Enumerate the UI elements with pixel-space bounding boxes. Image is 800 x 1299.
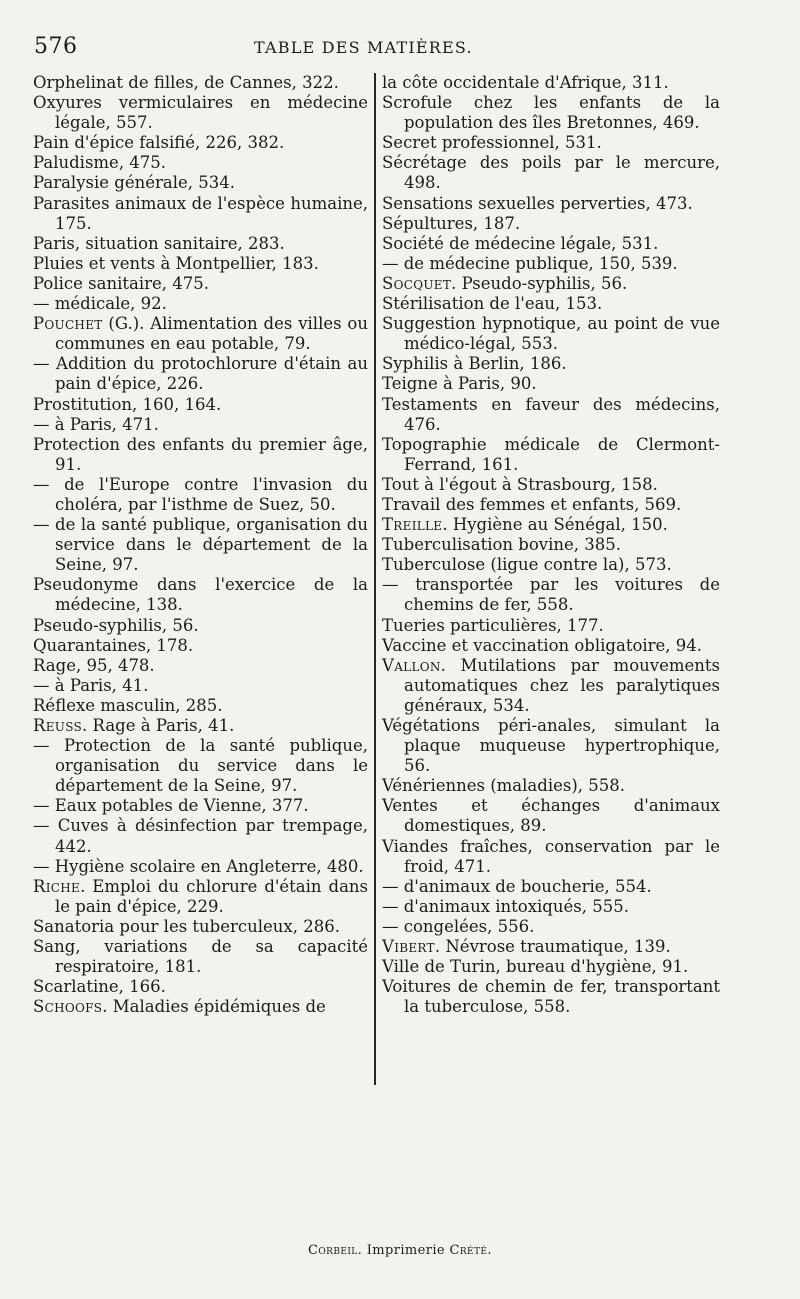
index-entry-text: Pseudo-syphilis, 56.	[33, 615, 199, 635]
index-entry-text: . Emploi du chlorure d'étain dans le pain d'épice, 229.	[55, 876, 368, 916]
index-entry	[33, 153, 368, 173]
index-entry-text: — Addition du protochlorure d'étain au pain d'épice, 226.	[33, 354, 368, 394]
index-entry	[33, 435, 368, 475]
index-entry-text: Sépultures, 187.	[382, 213, 521, 233]
imprint-place: Corbeil	[308, 1243, 358, 1258]
index-entry	[33, 857, 368, 877]
index-entry	[33, 696, 368, 716]
index-entry-text: Ventes et échanges d'animaux domestiques, 89.	[382, 796, 720, 836]
index-entry	[382, 515, 720, 535]
index-entry-text: Réflexe masculin, 285.	[33, 695, 223, 715]
index-entry	[33, 314, 368, 354]
index-entry	[33, 636, 368, 656]
index-entry-text: — d'animaux de boucherie, 554.	[382, 876, 652, 896]
index-entry-text: Société de médecine légale, 531.	[382, 233, 659, 253]
index-entry	[382, 475, 720, 495]
index-entry-author: Riche	[33, 876, 81, 896]
index-entry-text: — de l'Europe contre l'invasion du choléra, par l'isthme de Suez, 50.	[33, 474, 368, 514]
index-entry	[33, 816, 368, 856]
page-number: 576	[34, 34, 78, 59]
index-entry-text: — d'animaux intoxiqués, 555.	[382, 896, 629, 916]
index-entry-text: la côte occidentale d'Afrique, 311.	[382, 73, 669, 92]
index-entry	[382, 957, 720, 977]
index-entry	[382, 314, 720, 354]
index-entry	[382, 535, 720, 555]
column-divider	[374, 73, 376, 1085]
index-entry	[33, 997, 368, 1017]
index-entry-author: Pouchet	[33, 314, 103, 334]
index-entry	[33, 877, 368, 917]
index-entry	[33, 395, 368, 415]
index-entry-text: Topographie médicale de Clermont-Ferrand, 161.	[382, 434, 720, 474]
index-entry-text: Voitures de chemin de fer, transportant la tuberculose, 558.	[382, 977, 720, 1017]
index-entry	[382, 616, 720, 636]
index-entry-text: Pluies et vents à Montpellier, 183.	[33, 253, 319, 273]
index-entry-text: — congelées, 556.	[382, 916, 535, 936]
index-entry-text: Oxyures vermiculaires en médecine légale, 557.	[33, 93, 368, 133]
index-entry-text: Secret professionnel, 531.	[382, 133, 602, 153]
index-entry-text: — de médecine publique, 150, 539.	[382, 253, 678, 273]
index-entry-text: Stérilisation de l'eau, 153.	[382, 294, 603, 314]
index-entry	[382, 937, 720, 957]
index-entry-text: Sanatoria pour les tuberculeux, 286.	[33, 916, 340, 936]
index-entry-text: Vénériennes (maladies), 558.	[382, 776, 625, 796]
imprint-end: .	[487, 1243, 492, 1258]
index-entry	[33, 917, 368, 937]
index-entry-text: . Pseudo-syphilis, 56.	[451, 273, 628, 293]
index-entry	[382, 636, 720, 656]
index-entry-text: Sensations sexuelles perverties, 473.	[382, 193, 693, 213]
index-entry-text: Sécrétage des poils par le mercure, 498.	[382, 153, 720, 193]
index-entry	[33, 133, 368, 153]
index-entry-text: — transportée par les voitures de chemins de fer, 558.	[382, 575, 720, 615]
index-entry	[33, 415, 368, 435]
index-entry	[33, 977, 368, 997]
index-entry-text: Teigne à Paris, 90.	[382, 374, 537, 394]
index-entry	[33, 73, 368, 93]
index-entry	[33, 937, 368, 977]
index-entry	[382, 495, 720, 515]
index-entry-text: Scrofule chez les enfants de la population des îles Bretonnes, 469.	[382, 93, 720, 133]
page-header	[34, 34, 724, 64]
index-entry	[382, 395, 720, 435]
index-entry-text: Végétations péri-anales, simulant la plaque muqueuse hypertrophique, 56.	[382, 716, 720, 776]
index-entry-text: Tout à l'égout à Strasbourg, 158.	[382, 474, 658, 494]
index-entry	[33, 294, 368, 314]
index-entry-text: — à Paris, 471.	[33, 414, 159, 434]
index-entry-text: Parasites animaux de l'espèce humaine, 175.	[33, 193, 368, 233]
index-entry	[33, 515, 368, 575]
index-entry	[33, 475, 368, 515]
index-entry-text: . Hygiène au Sénégal, 150.	[442, 515, 668, 535]
index-entry-text: Viandes fraîches, conservation par le froid, 471.	[382, 836, 720, 876]
index-entry-text: Tueries particulières, 177.	[382, 615, 604, 635]
imprint-separator: . Imprimerie	[357, 1243, 450, 1258]
index-entry	[382, 796, 720, 836]
index-entry	[33, 796, 368, 816]
index-entry-text: Vaccine et vaccination obligatoire, 94.	[382, 635, 703, 655]
index-entry-text: . Rage à Paris, 41.	[82, 716, 235, 735]
index-entry	[382, 194, 720, 214]
index-entry	[382, 776, 720, 796]
index-entry-author: Socquet	[382, 273, 452, 293]
index-entry	[33, 93, 368, 133]
index-entry-text: . Névrose traumatique, 139.	[434, 937, 671, 957]
index-entry	[382, 294, 720, 314]
index-entry	[382, 897, 720, 917]
index-entry-text: . Maladies épidémiques de	[102, 997, 326, 1017]
index-entry-text: Protection des enfants du premier âge, 91.	[33, 434, 368, 474]
index-entry-text: Tuberculisation bovine, 385.	[382, 535, 622, 555]
index-entry-text: (G.). Alimentation des villes ou communes en eau potable, 79.	[55, 314, 368, 354]
index-entry-text: — de la santé publique, organisation du service dans le département de la Seine, 97.	[33, 515, 368, 575]
index-entry	[382, 133, 720, 153]
index-entry	[33, 354, 368, 394]
index-entry-text: Prostitution, 160, 164.	[33, 394, 222, 414]
index-entry	[33, 616, 368, 636]
index-entry-text: — Protection de la santé publique, organisation du service dans le département de la Seine, 97.	[33, 736, 368, 796]
index-entry	[382, 716, 720, 776]
index-entry-text: — Hygiène scolaire en Angleterre, 480.	[33, 856, 364, 876]
index-entry-text: — Cuves à désinfection par trempage, 442.	[33, 816, 368, 856]
index-entry-text: Orphelinat de filles, de Cannes, 322.	[33, 73, 339, 92]
index-entry-text: Tuberculose (ligue contre la), 573.	[382, 555, 672, 575]
index-entry	[382, 354, 720, 374]
index-entry	[382, 977, 720, 1017]
index-entry-text: . Mutilations par mouvements automatiques chez les paralytiques généraux, 534.	[404, 655, 720, 715]
index-entry	[33, 173, 368, 193]
index-entry-text: Paludisme, 475.	[33, 153, 167, 173]
index-entry-text: Rage, 95, 478.	[33, 655, 155, 675]
index-entry	[382, 555, 720, 575]
index-entry	[382, 153, 720, 193]
index-entry	[382, 93, 720, 133]
index-column-right	[382, 73, 720, 1017]
index-entry	[382, 274, 720, 294]
index-entry	[382, 877, 720, 897]
index-entry-author: Reuss	[33, 716, 83, 735]
index-entry-text: Police sanitaire, 475.	[33, 273, 210, 293]
index-entry-author: Schoofs	[33, 997, 103, 1017]
index-entry-text: — à Paris, 41.	[33, 675, 149, 695]
index-entry	[382, 435, 720, 475]
index-entry	[382, 374, 720, 394]
index-entry-text: Quarantaines, 178.	[33, 635, 194, 655]
index-entry	[33, 716, 368, 736]
index-entry-text: — médicale, 92.	[33, 294, 167, 314]
index-entry-text: Scarlatine, 166.	[33, 977, 166, 997]
imprint-printer: Crété	[449, 1243, 488, 1258]
index-entry-text: Pain d'épice falsifié, 226, 382.	[33, 133, 285, 153]
index-entry	[33, 736, 368, 796]
index-entry	[33, 656, 368, 676]
index-entry-text: Suggestion hypnotique, au point de vue médico-légal, 553.	[382, 314, 720, 354]
index-entry	[382, 234, 720, 254]
index-entry	[33, 234, 368, 254]
running-title: TABLE DES MATIÈRES.	[254, 38, 473, 57]
index-entry	[382, 214, 720, 234]
index-entry	[382, 656, 720, 716]
index-entry	[382, 917, 720, 937]
index-entry-text: — Eaux potables de Vienne, 377.	[33, 796, 309, 816]
index-entry	[33, 274, 368, 294]
index-entry-text: Travail des femmes et enfants, 569.	[382, 494, 682, 514]
index-entry	[33, 575, 368, 615]
index-entry-text: Sang, variations de sa capacité respiratoire, 181.	[33, 937, 368, 977]
index-entry-author: Vibert	[382, 937, 435, 957]
index-entry	[33, 194, 368, 234]
index-entry-text: Paris, situation sanitaire, 283.	[33, 233, 285, 253]
index-entry	[382, 837, 720, 877]
index-entry-author: Treille	[382, 515, 443, 535]
index-entry	[33, 676, 368, 696]
index-entry	[382, 575, 720, 615]
index-entry-text: Paralysie générale, 534.	[33, 173, 235, 193]
index-entry	[33, 254, 368, 274]
index-entry-author: Vallon	[382, 655, 441, 675]
index-entry-text: Syphilis à Berlin, 186.	[382, 354, 567, 374]
printer-imprint	[0, 1243, 800, 1258]
index-entry-text: Testaments en faveur des médecins, 476.	[382, 394, 720, 434]
index-entry	[382, 254, 720, 274]
index-entry-text: Ville de Turin, bureau d'hygiène, 91.	[382, 957, 689, 977]
index-entry	[382, 73, 720, 93]
index-entry-text: Pseudonyme dans l'exercice de la médecine, 138.	[33, 575, 368, 615]
index-column-left	[33, 73, 368, 1017]
